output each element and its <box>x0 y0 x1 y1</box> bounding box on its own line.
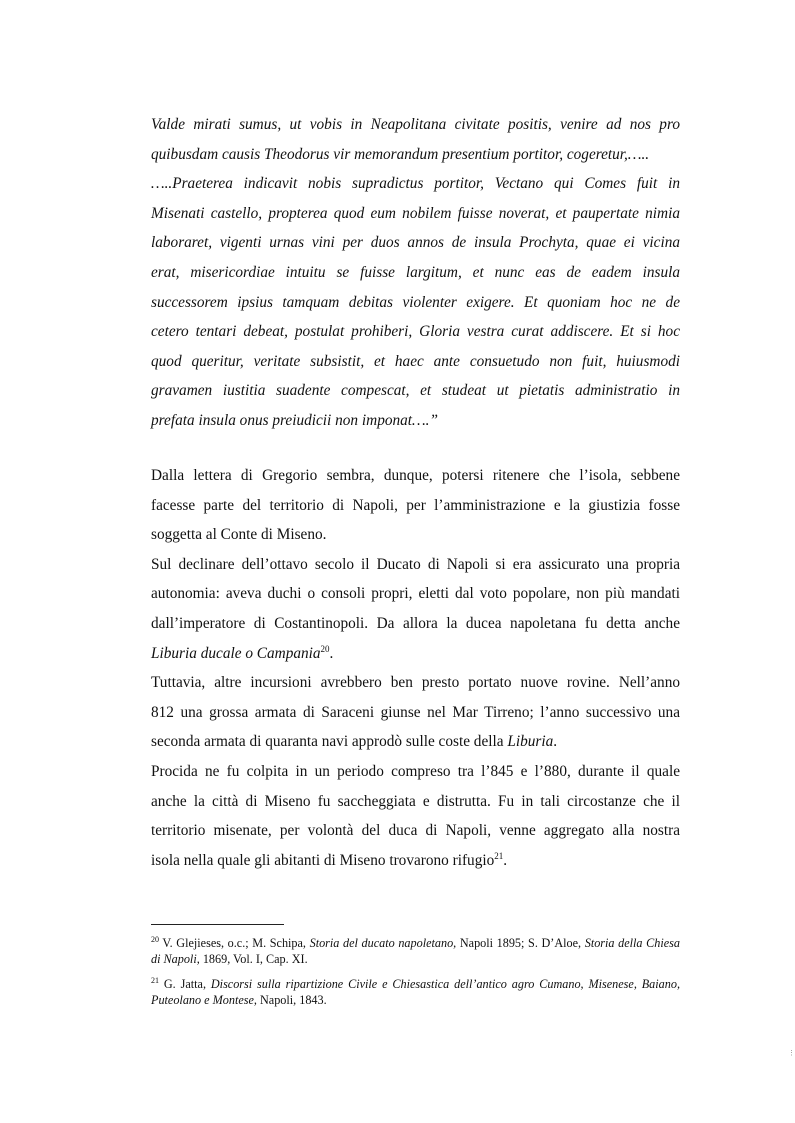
footnotes <box>151 935 680 1017</box>
paragraph-gregorio <box>151 461 680 550</box>
quote-line: erat, misericordiae intuitu se fuisse largitum, et nunc eas de eadem insula <box>151 263 680 281</box>
footnote-number: 20 <box>151 935 159 944</box>
quote-line: quibusdam causis Theodorus vir memorandum presentium portitor, cogeretur,….. <box>151 145 650 163</box>
text-line: facesse parte del territorio di Napoli, per l’amministrazione e la giustizia fosse <box>151 496 680 514</box>
latin-quotation <box>151 110 680 436</box>
paragraph-ducato <box>151 550 680 668</box>
quote-line: prefata insula onus preiudicii non imponat….” <box>151 411 438 429</box>
text-line: dall’imperatore di Costantinopoli. Da allora la ducea napoletana fu detta anche <box>151 614 680 632</box>
quote-line: laboraret, vigenti urnas vini per duos annos de insula Prochyta, quae ei vicina <box>151 234 680 252</box>
italic-term: Liburia <box>507 733 554 751</box>
text-line: 812 una grossa armata di Saraceni giunse nel Mar Tirreno; l’anno successivo una <box>151 703 680 721</box>
quote-line: Misenati castello, propterea quod eum nobilem fuisse noverat, et paupertate nimia <box>151 204 680 222</box>
footnote-separator <box>151 924 284 925</box>
quote-line: cetero tentari debeat, postulat prohiberi, Gloria vestra curat addiscere. Et si hoc <box>151 323 680 341</box>
footnote-number: 21 <box>151 976 159 985</box>
text-line: isola nella quale gli abitanti di Miseno trovarono rifugio$^{21}$. <box>151 850 508 869</box>
text-line: Dalla lettera di Gregorio sembra, dunque, potersi ritenere che l’isola, sebbene <box>151 467 680 484</box>
quote-line: Valde mirati sumus, ut vobis in Neapolitana civitate positis, venire ad nos pro <box>151 116 680 133</box>
quote-line: gravamen iustitia suadente compescat, et studeat ut pietatis administratio in <box>151 382 680 400</box>
narrative-text <box>151 461 680 875</box>
paragraph-incursioni <box>151 668 680 757</box>
text-line: anche la città di Miseno fu saccheggiata e distrutta. Fu in tali circostanze che il <box>151 792 680 810</box>
text-line: soggetta al Conte di Miseno. <box>151 526 327 544</box>
text-line: territorio misenate, per volontà del duca di Napoli, venne aggregato alla nostra <box>151 822 680 840</box>
footnote-ref-20[interactable]: 20 <box>320 643 330 654</box>
italic-term: Liburia ducale o Campania <box>151 644 321 662</box>
text-line: seconda armata di quaranta navi approdò sulle coste della Liburia. <box>151 733 558 751</box>
quote-line: successorem ipsius tamquam debitas violenter exigere. Et quoniam hoc ne de <box>151 293 680 311</box>
page-edge-mark: ⋮ <box>788 1049 795 1057</box>
footnote-20: $^{20}$ V. Glejieses, o.c.; M. Schipa, Storia del ducato napoletano, Napoli 1895; S. D’Aloe, Storia della Chiesa di Napoli, 1869, Vol. I, Cap. XI. <box>151 935 680 966</box>
quote-line: …..Praeterea indicavit nobis supradictus portitor, Vectano qui Comes fuit in <box>151 175 680 193</box>
text-line: Liburia ducale o Campania$^{20}$. <box>151 643 334 662</box>
paragraph-procida <box>151 757 680 875</box>
text-line: Sul declinare dell’ottavo secolo il Ducato di Napoli si era assicurato una propria <box>151 555 680 573</box>
footnote-21: $^{21}$ G. Jatta, Discorsi sulla ripartizione Civile e Chiesastica dell’antico agro Cumano, Misenese, Baiano, Puteolano e Montese, Napoli, 1843. <box>151 976 680 1007</box>
text-line: Procida ne fu colpita in un periodo compreso tra l’845 e l’880, durante il quale <box>151 762 680 780</box>
footnote-ref-21[interactable]: 21 <box>494 850 504 861</box>
quote-line: quod queritur, veritate subsistit, et haec ante consuetudo non fuit, huiusmodi <box>151 352 680 370</box>
text-line: autonomia: aveva duchi o consoli propri, eletti dal voto popolare, non più mandati <box>151 585 680 603</box>
text-line: Tuttavia, altre incursioni avrebbero ben presto portato nuove rovine. Nell’anno <box>151 674 680 692</box>
